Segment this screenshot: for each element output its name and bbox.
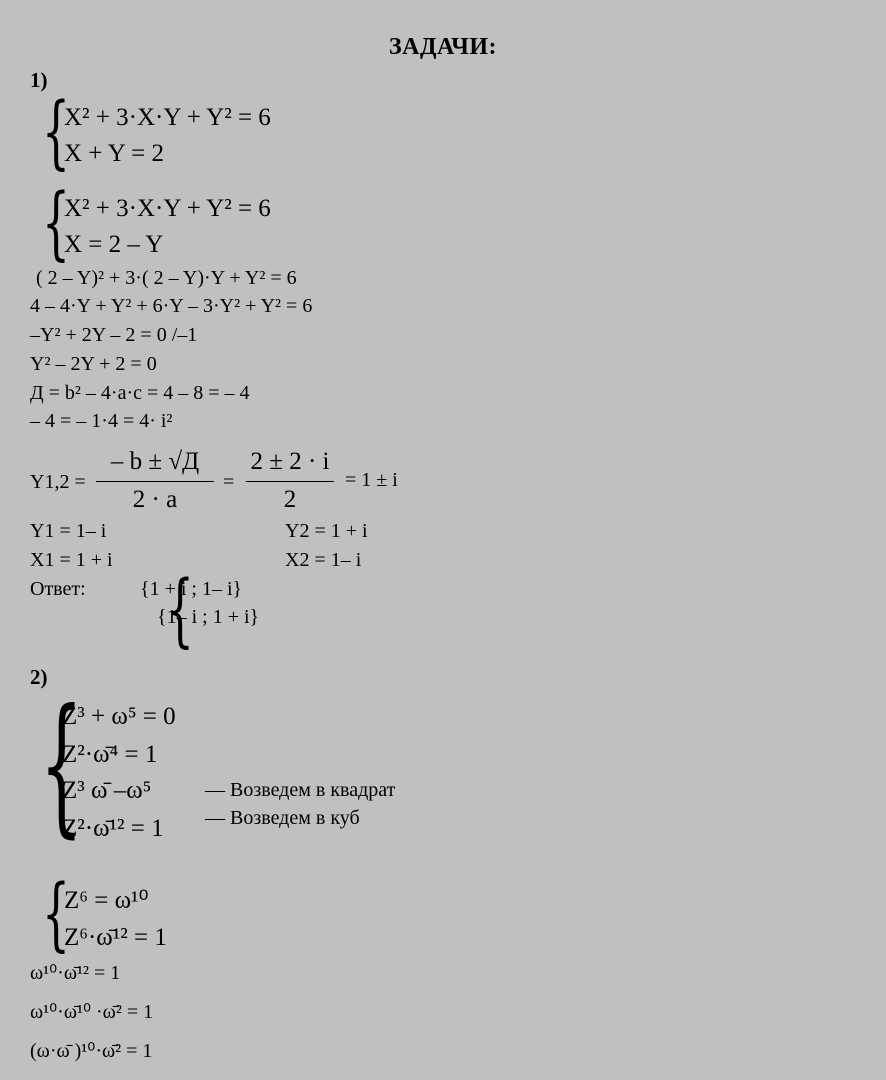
answer-pair-2: {1– i ; 1 + i} xyxy=(157,606,260,628)
discriminant-line: Д = b² – 4·a·c = 4 – 8 = – 4 xyxy=(30,382,250,404)
step-line: 4 – 4·Y + Y² + 6·Y – 3·Y² + Y² = 6 xyxy=(30,295,313,317)
fraction-1-denominator: 2 · a xyxy=(132,486,178,513)
system-brace: { xyxy=(42,85,70,178)
answer-pair-1: {1 + i ; 1– i} xyxy=(140,578,243,600)
step-line: ( 2 – Y)² + 3·( 2 – Y)·Y + Y² = 6 xyxy=(36,267,297,289)
equals-sign: = xyxy=(223,471,235,493)
page-title: ЗАДАЧИ: xyxy=(389,34,497,60)
step-line: –Y² + 2Y – 2 = 0 /–1 xyxy=(30,324,198,346)
step-line: ω¹⁰·ω̄¹² = 1 xyxy=(30,962,121,984)
x1-root: X1 = 1 + i xyxy=(30,549,113,571)
system-brace: { xyxy=(42,176,70,269)
y1-root: Y1 = 1– i xyxy=(30,520,107,542)
note-cube: — Возведем в куб xyxy=(205,807,360,829)
y12-label: Y1,2 = xyxy=(30,471,86,493)
system-3-eq-3: Z³ ω̄ –ω⁵ xyxy=(62,777,152,804)
problem-1-number: 1) xyxy=(30,68,48,92)
fraction-line xyxy=(96,481,214,482)
system-brace: { xyxy=(42,867,70,960)
problem-2-number: 2) xyxy=(30,665,48,689)
y2-root: Y2 = 1 + i xyxy=(285,520,368,542)
answer-brace: { xyxy=(166,563,194,656)
system-2-eq-2: X = 2 – Y xyxy=(64,231,164,258)
system-1-eq-2: X + Y = 2 xyxy=(64,140,164,167)
system-3-eq-4: Z²·ω̄¹² = 1 xyxy=(62,815,164,842)
x2-root: X2 = 1– i xyxy=(285,549,362,571)
system-2-eq-1: X² + 3·X·Y + Y² = 6 xyxy=(64,195,271,222)
step-line: (ω·ω̄ )¹⁰·ω̄² = 1 xyxy=(30,1040,153,1062)
system-4-eq-2: Z⁶·ω̄¹² = 1 xyxy=(64,924,167,951)
step-line: ω¹⁰·ω̄¹⁰ ·ω̄² = 1 xyxy=(30,1001,154,1023)
system-3-eq-2: Z²·ω̄⁴ = 1 xyxy=(62,741,158,768)
system-brace: { xyxy=(40,678,83,852)
fraction-1-numerator: – b ± √Д xyxy=(110,448,200,475)
system-4-eq-1: Z⁶ = ω¹⁰ xyxy=(64,887,149,914)
note-square: — Возведем в квадрат xyxy=(205,779,396,801)
fraction-2-numerator: 2 ± 2 · i xyxy=(250,448,330,475)
result-value: = 1 ± i xyxy=(345,469,398,491)
system-3-eq-1: Z³ + ω⁵ = 0 xyxy=(62,703,176,730)
step-line: Y² – 2Y + 2 = 0 xyxy=(30,353,157,375)
step-line: – 4 = – 1·4 = 4· i² xyxy=(30,410,173,432)
fraction-line xyxy=(246,481,334,482)
system-1-eq-1: X² + 3·X·Y + Y² = 6 xyxy=(64,104,271,131)
answer-label: Ответ: xyxy=(30,578,86,600)
fraction-2-denominator: 2 xyxy=(283,486,297,513)
